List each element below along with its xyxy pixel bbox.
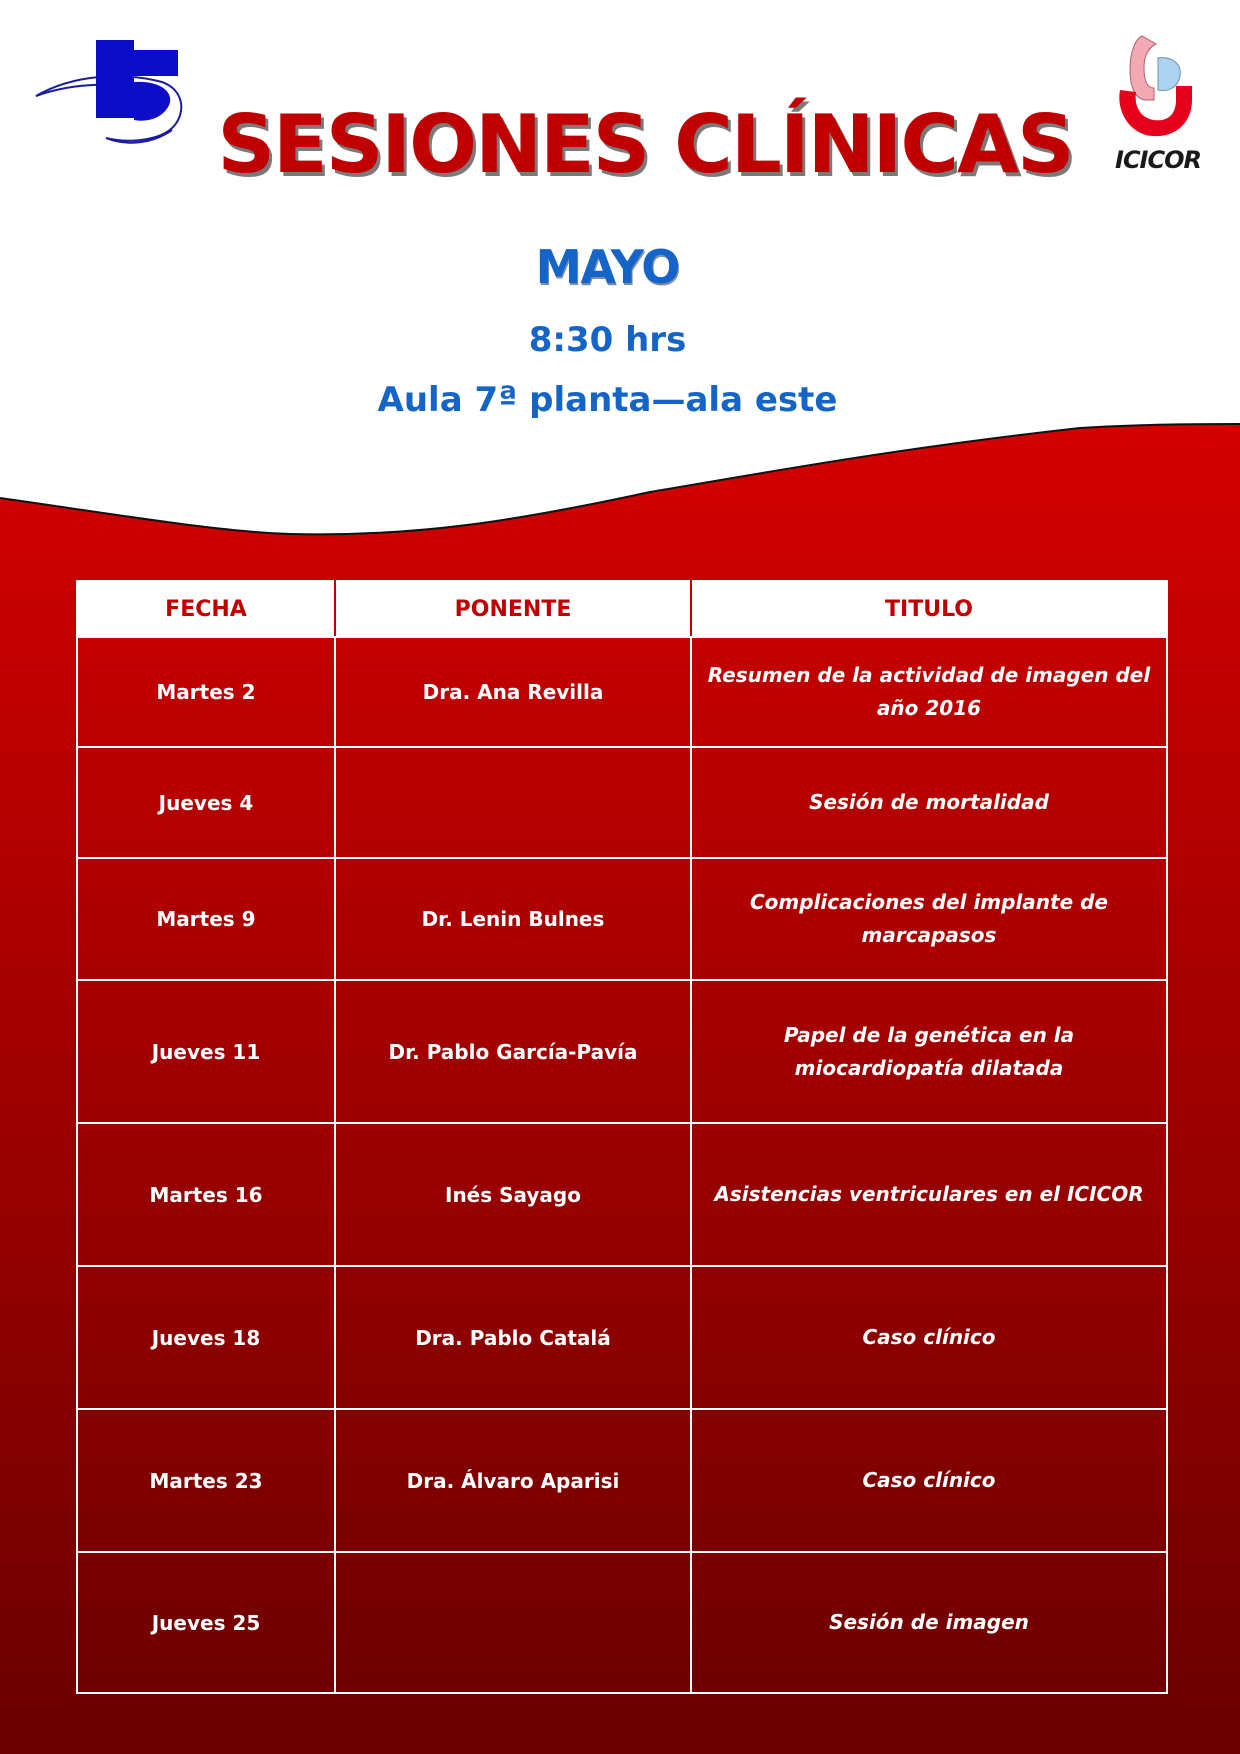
table-row xyxy=(77,1123,1167,1266)
titulo-cell: Asistencias ventriculares en el ICICOR xyxy=(691,1123,1167,1266)
fecha-cell: Martes 16 xyxy=(77,1123,335,1266)
table-row xyxy=(77,1409,1167,1552)
table-row xyxy=(77,1266,1167,1409)
table-row xyxy=(77,980,1167,1123)
ponente-cell xyxy=(335,747,691,858)
ponente-cell xyxy=(335,1552,691,1693)
table-row xyxy=(77,858,1167,980)
icicor-logo-text: ICICOR xyxy=(1115,146,1201,174)
table-row xyxy=(77,637,1167,747)
fecha-cell: Jueves 4 xyxy=(77,747,335,858)
titulo-cell: Papel de la genética en la miocardiopatía dilatada xyxy=(691,980,1167,1123)
header-titulo: TITULO xyxy=(691,581,1167,637)
ponente-cell: Dra. Pablo Catalá xyxy=(335,1266,691,1409)
fecha-cell: Martes 23 xyxy=(77,1409,335,1552)
header-fecha: FECHA xyxy=(77,581,335,637)
titulo-cell: Sesión de imagen xyxy=(691,1552,1167,1693)
titulo-cell: Caso clínico xyxy=(691,1266,1167,1409)
titulo-cell: Caso clínico xyxy=(691,1409,1167,1552)
page-title: SESIONES CLÍNICAS xyxy=(217,98,1073,191)
table-header-row xyxy=(77,581,1167,637)
fecha-cell: Jueves 25 xyxy=(77,1552,335,1693)
titulo-cell: Resumen de la actividad de imagen del año 2016 xyxy=(691,637,1167,747)
fecha-cell: Martes 2 xyxy=(77,637,335,747)
fecha-cell: Jueves 18 xyxy=(77,1266,335,1409)
ponente-cell: Dra. Álvaro Aparisi xyxy=(335,1409,691,1552)
ponente-cell: Dr. Pablo García-Pavía xyxy=(335,980,691,1123)
ponente-cell: Dr. Lenin Bulnes xyxy=(335,858,691,980)
table-row xyxy=(77,1552,1167,1693)
ponente-cell: Inés Sayago xyxy=(335,1123,691,1266)
fecha-cell: Jueves 11 xyxy=(77,980,335,1123)
ponente-cell: Dra. Ana Revilla xyxy=(335,637,691,747)
titulo-cell: Sesión de mortalidad xyxy=(691,747,1167,858)
sessions-table xyxy=(76,580,1168,1694)
table-row xyxy=(77,747,1167,858)
session-room: Aula 7ª planta—ala este xyxy=(377,380,838,420)
header-ponente: PONENTE xyxy=(335,581,691,637)
titulo-cell: Complicaciones del implante de marcapasos xyxy=(691,858,1167,980)
month-heading: MAYO xyxy=(535,240,680,294)
session-time: 8:30 hrs xyxy=(528,320,687,360)
fecha-cell: Martes 9 xyxy=(77,858,335,980)
